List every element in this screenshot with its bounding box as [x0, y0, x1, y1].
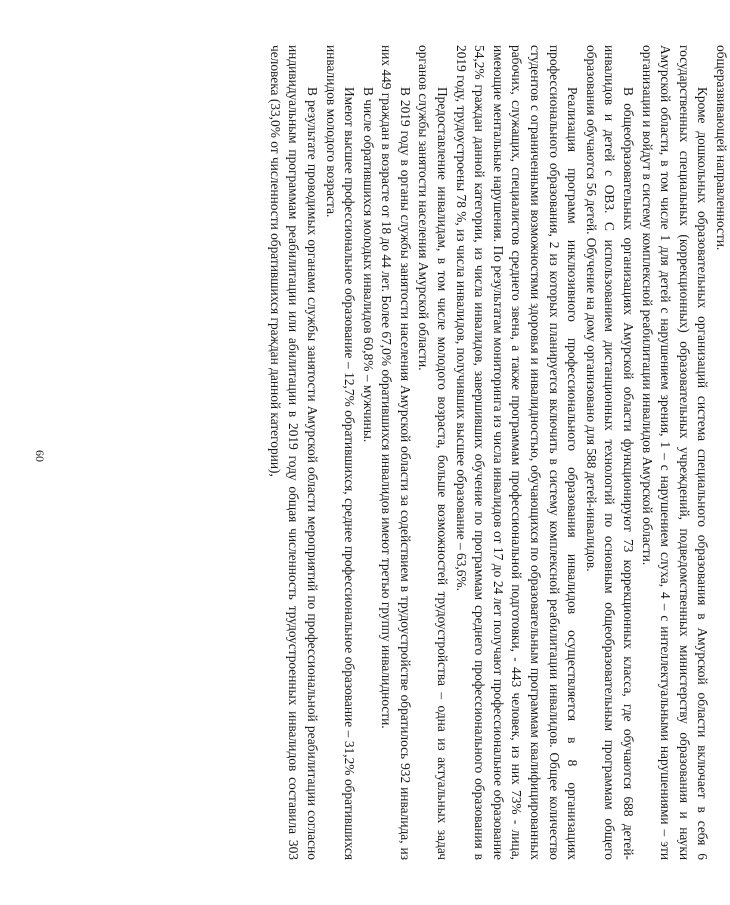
page-number: 60 — [33, 450, 47, 462]
document-body — [185, 45, 730, 860]
paragraph: В числе обратившихся молодых инвалидов 60,8% – мужчины. — [360, 87, 376, 443]
paragraph: Имеют высшее профессиональное образование – 12,7% обратившихся, среднее профессиональное образование – 31,2% обратившихся инвалидов молодого возраста. — [323, 45, 358, 860]
paragraph: В общеобразовательных организациях Амурской области функционируют 73 коррекционных класса, где обучаются 688 детей-инвалидов и детей с ОВЗ. С использованием дистанционных технологий по основным общеобразовательным программам общего образования обучаются 56 детей. Обучение на дому организовано для 588 детей-инвалидов. — [583, 45, 637, 860]
paragraph: Предоставление инвалидам, в том числе молодого возраста, больше возможностей трудоустройства – одна из актуальных задач органов службы занятости населения Амурской области. — [416, 45, 451, 860]
paragraph: общеразвивающей направленности. — [714, 45, 729, 251]
paragraph: Кроме дошкольных образовательных организаций система специального образования в Амурской области включает в себя 6 государственных специальных (коррекционных) образовательных учреждений, подведомственных министерству образования и науки Амурской области, в том числе 1 для детей с нарушением зрения, 1 – с нарушением слуха, 4 – с интеллектуальными нарушениями – эти организации и войдут в систему комплексной реабилитации инвалидов Амурской области. — [639, 45, 711, 860]
paragraph: В результате проводимых органами службы занятости Амурской области мероприятий по профессиональной реабилитации согласно индивидуальным программам реабилитации или абилитации в 2019 году общая численность трудоустроенных инвалидов составила 303 человека (33,0% от численности обратившихся граждан данной категории), — [267, 45, 320, 860]
paragraph: Реализация программ инклюзивного профессионального образования инвалидов осуществляется в 8 организациях профессионального образования, 2 из которых планируется включить в систему комплексной реабилитации инвалидов. Общее количество студентов с ограниченными возможностями здоровья и инвалидностью, обучающихся по образовательным программам квалифицированных рабочих, служащих, специалистов среднего звена, а также программам профессиональной подготовки, - 443 человек, из них 73% - лица, имеющие ментальные нарушения. По результатам мониторинга из числа инвалидов от 17 до 24 лет получают профессиональное образование 54,2% граждан данной категории, из числа инвалидов, завершивших обучение по программам среднего профессионального образования в 2019 году, трудоустроены 78 %, из числа инвалидов, получивших высшее образование – 63,6%. — [453, 45, 581, 860]
paragraph: В 2019 году в органы службы занятости населения Амурской области за содействием в трудоустройстве обратилось 932 инвалида, из них 449 граждан в возрасте от 18 до 44 лет. Более 67,0% обратившихся инвалидов имеют третью группу инвалидности. — [379, 45, 413, 860]
